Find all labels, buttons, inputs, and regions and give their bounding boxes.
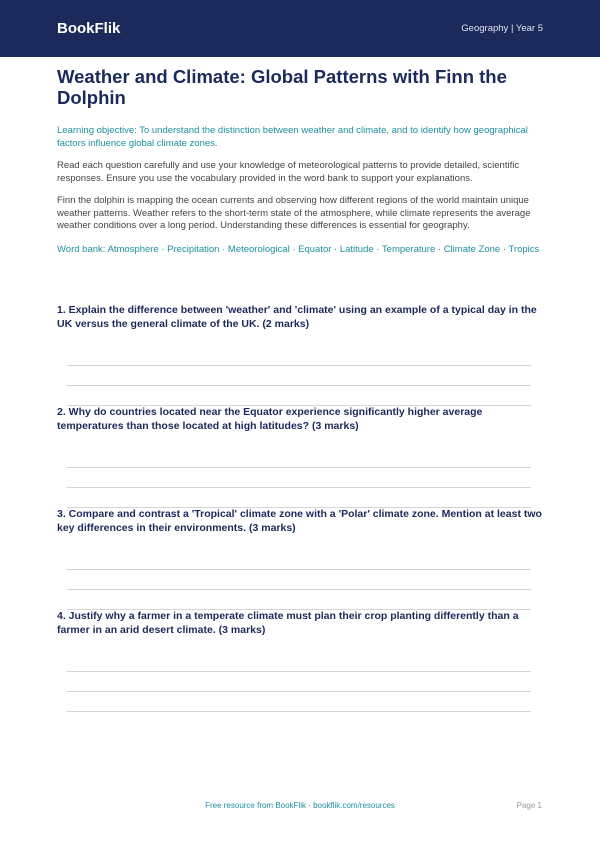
answer-line[interactable] [67, 711, 531, 712]
page-number: Page 1 [516, 801, 542, 810]
worksheet-intro [57, 66, 543, 256]
question-4 [57, 609, 543, 637]
instructions-text: Read each question carefully and use your knowledge of meteorological patterns to provide detailed, scientific responses. Ensure you use the vocabulary provided in the word bank to support your explanations. [57, 160, 520, 184]
question-2 [57, 405, 543, 433]
answer-line[interactable] [67, 487, 531, 488]
footer-resource-link[interactable]: Free resource from BookFlik · bookflik.com/resources [205, 801, 395, 810]
answer-line[interactable] [67, 467, 531, 468]
brand-logo[interactable]: BookFlik [57, 20, 121, 37]
answer-line[interactable] [67, 589, 531, 590]
question-text: 3. Compare and contrast a 'Tropical' climate zone with a 'Polar' climate zone. Mention at least two key differences in their environments. (3 marks) [57, 508, 542, 534]
answer-line[interactable] [67, 365, 531, 366]
word-bank: Word bank: Atmosphere · Precipitation · Meteorological · Equator · Latitude · Temperature · Climate Zone · Tropics [57, 243, 540, 255]
answer-line[interactable] [67, 569, 531, 570]
answer-line[interactable] [67, 691, 531, 692]
question-1 [57, 303, 543, 331]
page-title: Weather and Climate: Global Patterns with Finn the Dolphin [57, 66, 507, 108]
header-bar [0, 0, 600, 57]
answer-line[interactable] [67, 671, 531, 672]
learning-objective: Learning objective: To understand the distinction between weather and climate, and to identify how geographical factors influence global climate zones. [57, 125, 528, 149]
question-text: 1. Explain the difference between 'weather' and 'climate' using an example of a typical day in the UK versus the general climate of the UK. (2 marks) [57, 304, 537, 330]
intro-text: Finn the dolphin is mapping the ocean currents and observing how different regions of the world maintain unique weather patterns. Weather refers to the short-term state of the atmosphere, while climate represents the average weather conditions over a long period. Understanding these differences is essential for geography. [57, 195, 531, 231]
question-text: 4. Justify why a farmer in a temperate climate must plan their crop planting differently than a farmer in an arid desert climate. (3 marks) [57, 610, 519, 636]
subject-year-label: Geography | Year 5 [461, 23, 543, 34]
footer [0, 801, 600, 815]
answer-line[interactable] [67, 385, 531, 386]
question-text: 2. Why do countries located near the Equator experience significantly higher average temperatures than those located at high latitudes? (3 marks) [57, 406, 483, 432]
question-3 [57, 507, 543, 535]
